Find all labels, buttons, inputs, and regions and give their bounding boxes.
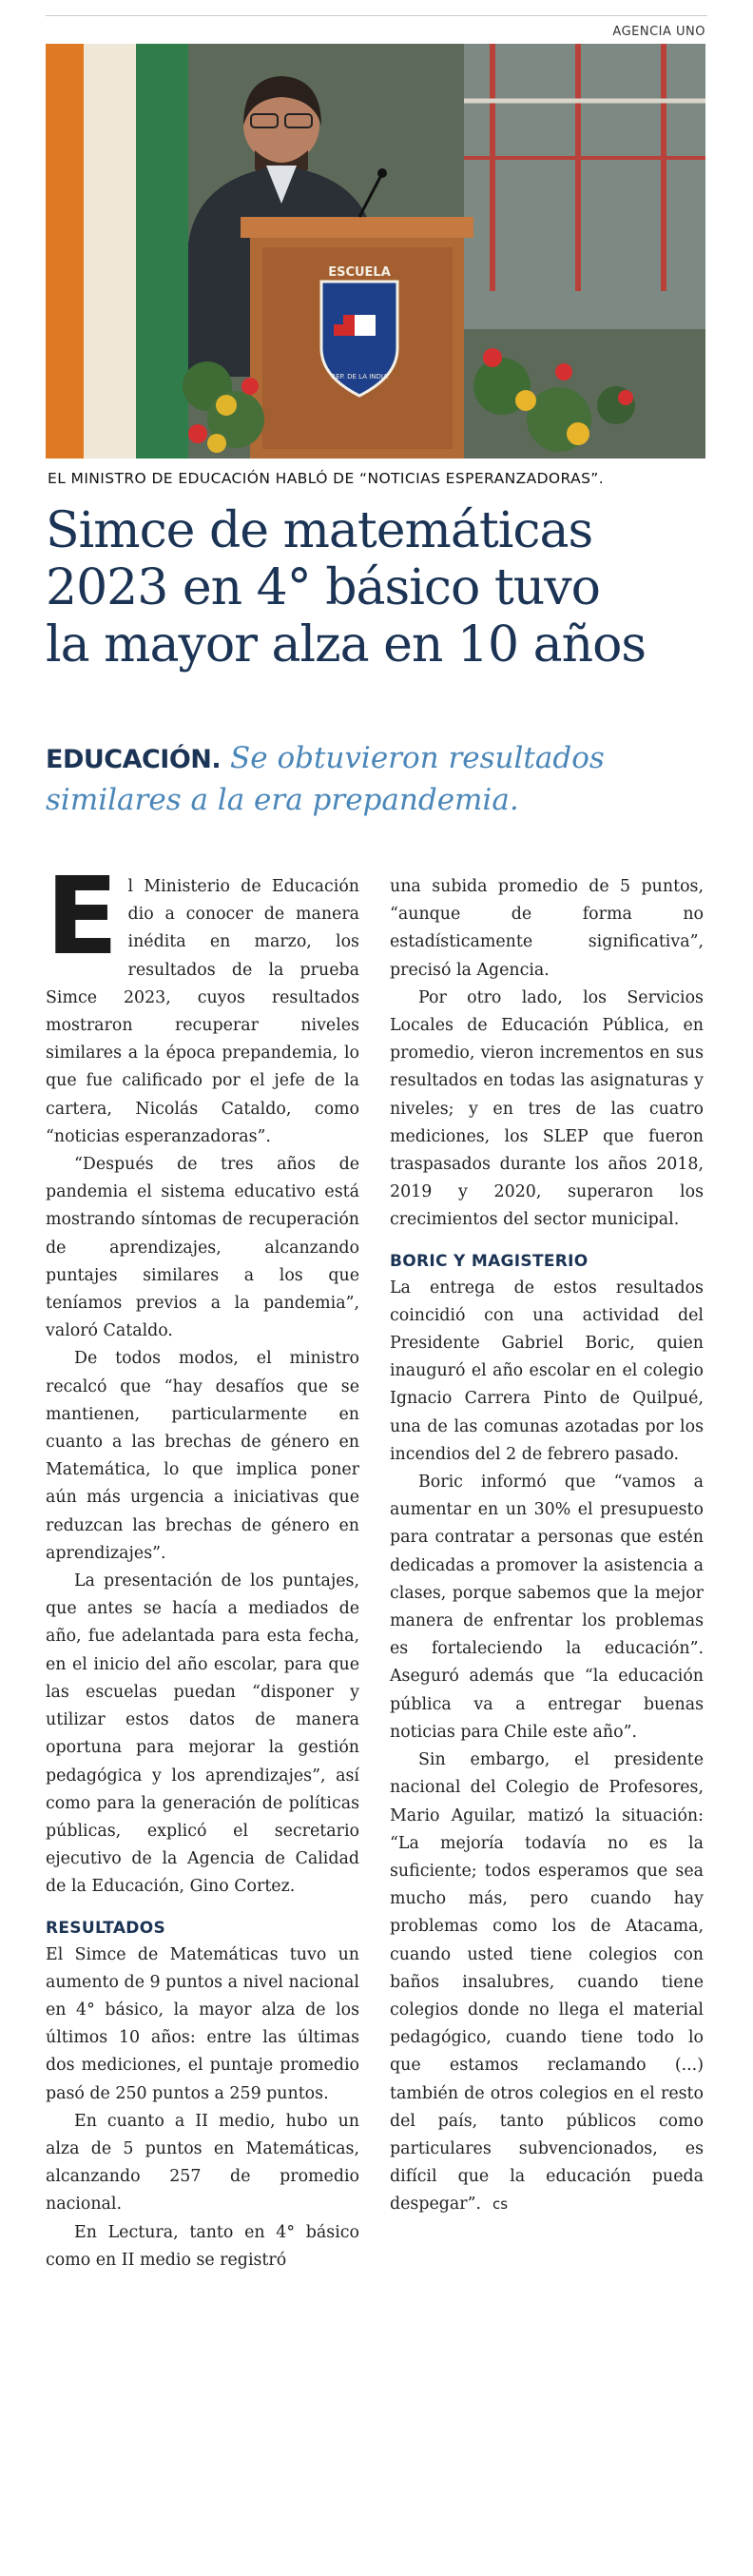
paragraph-3: De todos modos, el ministro recalcó que “hay desafíos que se mantienen, particularmente en cuanto a las brechas de género en Matemática, lo que implica poner aún más urgencia a iniciativas que reduzcan las brechas de género en aprendizajes”. [46,1349,359,1563]
paragraph-4: La presentación de los puntajes, que antes se hacía a mediados de año, fue adelantada para esta fecha, en el inicio del año escolar, para que las escuelas puedan “disponer y utilizar estos datos de manera oportuna para mejorar la gestión pedagógica y los aprendizajes”, así como para la generación de políticas públicas, explicó el secretario ejecutivo de la Agencia de Calidad de la Educación, Gino Cortez. [46,1571,359,1897]
paragraph-7: En Lectura, tanto en 4° básico como en II medio se registró [46,2222,359,2270]
deck [46,738,711,820]
paragraph-1 [46,855,359,1151]
deck-sub-2: similares a la era prepandemia. [46,783,519,817]
podium-text-bottom: REP. DE LA INDIA [331,373,388,381]
headline-line-3: la mayor alza en 10 años [46,616,647,673]
paragraph-11: Boric informó que “vamos a aumentar en un 30% el presupuesto para contratar a personas que estén dedicadas a promover la asistencia a clases, porque sabemos que la mejor manera de enfrentar los problemas es fortaleciendo la educación”. Aseguró además que “la educación pública va a entregar buenas noticias para Chile este año”. [390,1473,704,1742]
headline-line-2: 2023 en 4° básico tuvo [46,559,600,616]
article-column-left [46,855,359,2274]
paragraph-10: La entrega de estos resultados coincidió con una actividad del Presidente Gabriel Boric, quien inauguró el año escolar en el colegio Ignacio Carrera Pinto de Quilpué, una de las comunas azotadas por los incendios del 2 de febrero pasado. [390,1278,704,1464]
paragraph-2: “Después de tres años de pandemia el sistema educativo está mostrando síntomas de recuperación de aprendizajes, alcanzando puntajes similares a los que teníamos previos a la pandemia”, valoró Cataldo. [46,1155,359,1341]
paragraph-1-text: l Ministerio de Educación dio a conocer de manera inédita en marzo, los resultados de la prueba Simce 2023, cuyos resultados mostraron recuperar niveles similares a la época prepandemia, lo que fue calificado por el jefe de la cartera, Nicolás Cataldo, como “noticias esperanzadoras”. [46,877,359,1146]
paragraph-9: Por otro lado, los Servicios Locales de Educación Pública, en promedio, vieron incrementos en sus resultados en todas las asignaturas y niveles; y en tres de las cuatro mediciones, los SLEP que fueron traspasados durante los años 2018, 2019 y 2020, superaron los crecimientos del sector municipal. [390,987,704,1230]
subhead-boric-magisterio: BORIC Y MAGISTERIO [390,1251,589,1271]
section-kicker: EDUCACIÓN. [46,745,222,774]
article-column-right [390,873,704,2219]
podium-text-top: ESCUELA [328,265,391,280]
subhead-resultados: RESULTADOS [46,1918,166,1938]
end-mark: cs [492,2195,509,2214]
photo-credit: AGENCIA UNO [612,25,705,39]
top-rule [46,15,707,16]
photo-illustration [46,44,705,459]
deck-line-1 [46,738,711,780]
photo-caption: EL MINISTRO DE EDUCACIÓN HABLÓ DE “NOTICIAS ESPERANZADORAS”. [48,470,605,487]
paragraph-12 [390,1747,704,2218]
headline-line-1: Simce de matemáticas [46,502,593,559]
paragraph-5: El Simce de Matemáticas tuvo un aumento de 9 puntos a nivel nacional en 4° básico, la mayor alza de los últimos 10 años: entre las últimas dos mediciones, el puntaje promedio pasó de 250 puntos a 259 puntos. [46,1944,359,2103]
paragraph-8: una subida promedio de 5 puntos, “aunque de forma no estadísticamente significativa”, precisó la Agencia. [390,877,704,980]
article-photo [46,44,705,459]
deck-sub-1: Se obtuvieron resultados [230,741,605,775]
paragraph-6: En cuanto a II medio, hubo un alza de 5 puntos en Matemáticas, alcanzando 257 de promedio nacional. [46,2111,359,2215]
paragraph-12-text: Sin embargo, el presidente nacional del Colegio de Profesores, Mario Aguilar, matizó la situación: “La mejoría todavía no es la suficiente; todos esperamos que sea mucho más, pero cuando hay problemas como los de Atacama, cuando usted tiene colegios con baños insalubres, cuando tiene colegios donde no llega el material pedagógico, cuando tiene todo lo que estamos reclamando (...) también de otros colegios en el resto del país, tanto públicos como particulares subvencionados, es difícil que la educación pueda despegar”. [390,1750,704,2215]
drop-cap: E [46,855,119,979]
headline [46,502,711,673]
